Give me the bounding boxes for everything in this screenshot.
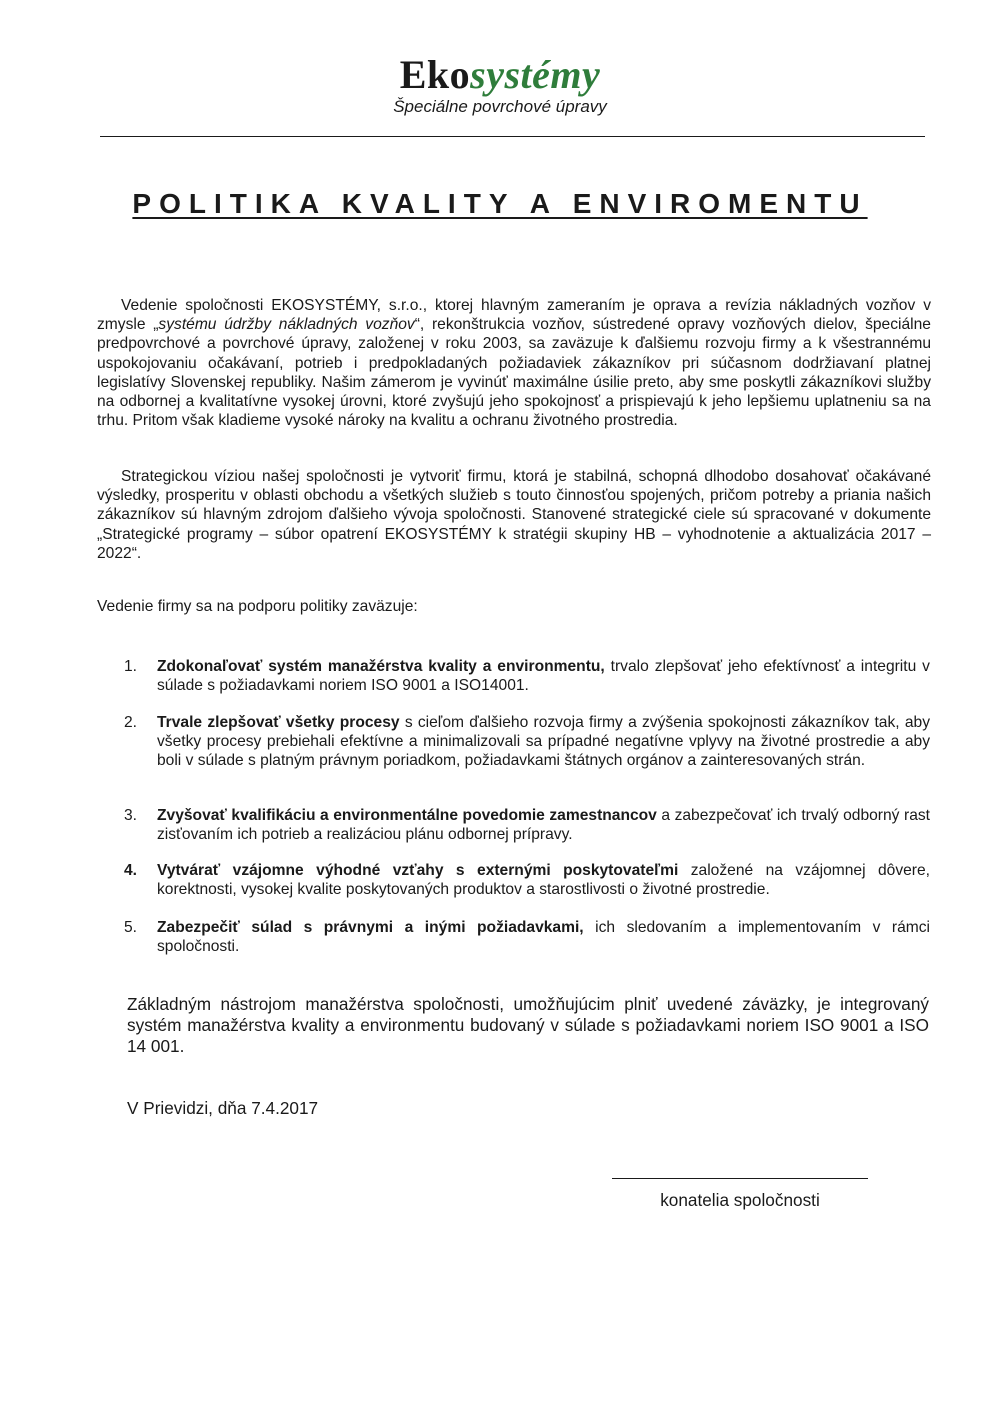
intro-text-italic: systému údržby nákladných vozňov [158,316,415,334]
commitment-heading: Zdokonaľovať systém manažérstva kvality a environmentu, [157,658,605,675]
signature-line [612,1178,868,1179]
commitment-text: s cieľom ďalšieho rozvoja firmy a zvýšenia spokojnosti zákazníkov tak, aby všetky procesy prebiehali efektívne a minimalizovali sa prípadné negatívne vplyvy na životné prostredie a aby boli v súlade s platným právnym poriadkom, požiadavkami štátnych orgánov a zainteresovaných strán. [157,714,930,770]
strategy-paragraph: Strategickou víziou našej spoločnosti je vytvoriť firmu, ktorá je stabilná, schopná dlhodobo dosahovať očakávané výsledky, prosperitu v oblasti obchodu a všetkých služieb s touto činnosťou spojených, pričom potreby a priania našich zákazníkov sú hlavným zdrojom ďalšieho vývoja spoločnosti. Stanovené strategické ciele sú spracované v dokumente „Strategické programy – súbor opatrení EKOSYSTÉMY k stratégii skupiny HB – vyhodnotenie a aktualizácia 2017 – 2022“. [97,468,931,562]
commitment-heading: Vytvárať vzájomne výhodné vzťahy s externými poskytovateľmi [157,862,679,879]
company-logo [0,52,1000,98]
commitment-item [124,657,930,695]
commitment-text: založené na vzájomnej dôvere, korektnosti, vysokej kvalite poskytovaných produktov a starostlivosti o životné prostredie. [157,862,931,899]
commitment-item [124,713,930,771]
commitment-number: 3. [124,807,138,824]
commitment-text: trvalo zlepšovať jeho efektívnosť a integritu v súlade s požiadavkami noriem ISO 9001 a ISO14001. [157,658,930,695]
commitment-heading: Zabezpečiť súlad s právnymi a inými požiadavkami, [157,919,584,936]
commitments-intro: Vedenie firmy sa na podporu politiky zaväzuje: [97,598,418,615]
company-tagline: Špeciálne povrchové úpravy [393,97,607,116]
intro-text-b: “, rekonštrukcia vozňov, sústredené opravy vozňových dielov, špeciálne predpovrchové a povrchové úpravy, založenej v roku 2003, sa zaväzuje k ďalšiemu rozvoju firmy a k všestrannému uspokojovaniu očakávaní, potrieb i predpokladaných požiadaviek zákazníkov pri súčasnom dodržiavaní platnej legislatívy Slovenskej republiky. Našim zámerom je vyvinúť maximálne úsilie preto, aby sme poskytli zákazníkovi služby na odbornej a kvalitatívne vysokej úrovni, ktoré zvyšujú jeho spokojnosť a prispievajú k jeho lepšiemu uplatneniu sa na trhu. Pritom však kladieme vysoké nároky na kvalitu a ochranu životného prostredia. [97,316,931,430]
logo-text-eko: Eko [399,52,471,97]
commitment-number: 2. [124,714,138,731]
logo-text-systemy: systémy [470,52,601,97]
intro-text-a: Vedenie spoločnosti EKOSYSTÉMY, s.r.o., ktorej hlavným zameraním je oprava a revízia nákladných vozňov v zmysle „ [97,297,931,334]
commitment-item [124,918,930,956]
commitment-text: a zabezpečovať ich trvalý odborný rast zisťovaním ich potrieb a realizáciou plánu odbornej prípravy. [157,807,930,844]
commitment-item [124,861,930,899]
commitment-item [124,806,930,844]
signature-label: konatelia spoločnosti [660,1190,820,1210]
commitment-heading: Trvale zlepšovať všetky procesy [157,714,400,731]
place-and-date: V Prievidzi, dňa 7.4.2017 [127,1098,319,1118]
document-title: POLITIKA KVALITY A ENVIROMENTU [132,188,868,219]
commitment-heading: Zvyšovať kvalifikáciu a environmentálne povedomie zamestnancov [157,807,657,824]
header-divider [100,136,925,137]
commitment-number: 1. [124,658,138,675]
commitment-number: 4. [124,862,138,879]
closing-paragraph: Základným nástrojom manažérstva spoločnosti, umožňujúcim plniť uvedené záväzky, je integrovaný systém manažérstva kvality a environmentu budovaný v súlade s požiadavkami noriem ISO 9001 a ISO 14 001. [127,994,929,1056]
commitment-number: 5. [124,919,138,936]
commitment-text: ich sledovaním a implementovaním v rámci spoločnosti. [157,919,931,956]
intro-paragraph [97,296,931,430]
